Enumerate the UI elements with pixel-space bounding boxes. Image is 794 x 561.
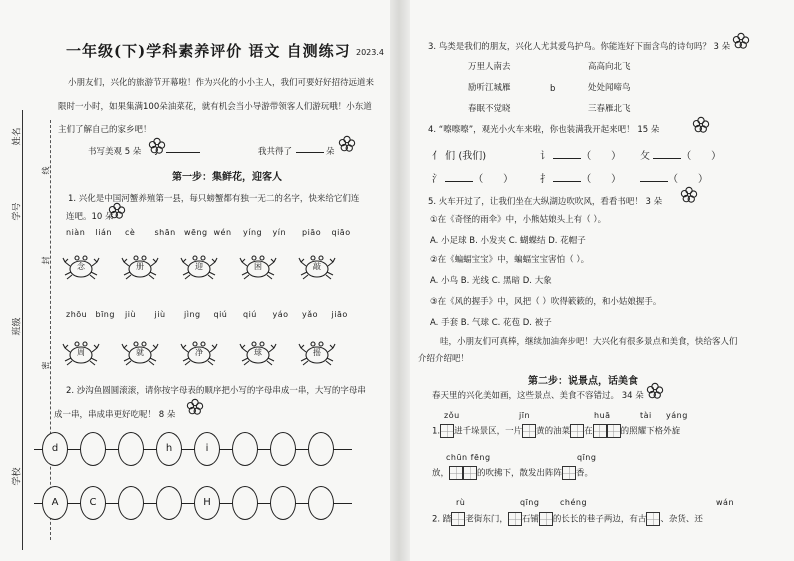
crab-icon[interactable]: [298, 252, 336, 282]
q5-item-2: ②在《蝙蝠宝宝》中，蝙蝠宝宝害怕（ ）。: [430, 255, 590, 265]
flower-icon: [732, 32, 750, 50]
writing-box[interactable]: [440, 424, 454, 438]
side-mark-seal: 封: [41, 256, 51, 265]
pinyin-option[interactable]: bīng: [95, 310, 115, 319]
pinyin-option[interactable]: niàn: [66, 228, 86, 237]
q4-radical-4: 扌 （ ）: [540, 174, 622, 185]
q4-text: 4. “嚓嚓嚓”，观光小火车来啦，你也装满我开起来吧！ 15 朵: [428, 125, 660, 135]
crab-icon[interactable]: [62, 338, 100, 368]
flower-icon: [680, 186, 698, 204]
writing-box[interactable]: [570, 424, 584, 438]
crab-icon[interactable]: [121, 338, 159, 368]
pinyin-option[interactable]: yǎo: [302, 310, 319, 319]
poem-left-2[interactable]: 励听江城雁: [468, 83, 511, 93]
crab-character: 周: [77, 348, 85, 357]
q3-text: 3. 鸟类是我们的朋友，兴化人尤其爱鸟护鸟。你能连好下面含鸟的诗句吗？ 3 朵: [428, 42, 731, 52]
crab-character: 敲: [313, 262, 321, 271]
crab-icon[interactable]: [180, 252, 218, 282]
pinyin-option[interactable]: yíng: [243, 228, 263, 237]
writing-box[interactable]: [593, 424, 607, 438]
writing-box[interactable]: [522, 424, 536, 438]
praise-line-2: 介绍介绍吧！: [418, 354, 470, 364]
flower-icon: [692, 116, 710, 134]
letter-bead[interactable]: H: [194, 486, 220, 520]
intro-line-2: 限时一小时，如果集满100朵油菜花，就有机会当小导游带领客人们游玩哦！小东道: [58, 102, 372, 112]
pinyin-option[interactable]: lián: [95, 228, 112, 237]
poem-left-1[interactable]: 万里人南去: [468, 62, 511, 72]
pinyin-option[interactable]: yín: [272, 228, 287, 237]
letter-bead[interactable]: [308, 432, 334, 466]
p1-text-line: 1. 进千垛景区，一片 黄的油菜 在 的照耀下格外旋: [432, 424, 680, 438]
q2-line-1: 2. 沙沟鱼圆圆滚滚，请你按字母表的顺序把小写的字母串成一串，大写的字母串: [66, 386, 366, 396]
p3-pinyin-3: chéng: [560, 498, 588, 507]
q1-line-2: 连吧。10 朵: [66, 212, 114, 222]
q4-radical-3: 氵 （ ）: [432, 174, 514, 185]
letter-bead[interactable]: h: [156, 432, 182, 466]
letter-bead[interactable]: [270, 486, 296, 520]
flower-icon: [338, 135, 356, 153]
step2-heading: 第二步：说景点，话美食: [528, 376, 638, 387]
intro-line-1: 小朋友们，兴化的旅游节开幕啦！作为兴化的小小主人，我们可要好好招待远道来: [68, 78, 375, 88]
p3-pinyin-4: wán: [716, 498, 735, 507]
poem-mark: b: [550, 84, 556, 94]
total-score-blank[interactable]: [296, 152, 324, 153]
writing-box[interactable]: [607, 424, 621, 438]
q4-radical-1: 讠 （ ）: [540, 151, 622, 162]
pinyin-option[interactable]: jiāo: [331, 310, 348, 319]
writing-box[interactable]: [449, 466, 463, 480]
pinyin-option[interactable]: yáo: [272, 310, 289, 319]
poem-right-1[interactable]: 高高向北飞: [588, 62, 631, 72]
q5-item-2-options[interactable]: A. 小鸟 B. 光线 C. 黑暗 D. 大象: [430, 276, 552, 286]
letter-bead[interactable]: [118, 432, 144, 466]
letter-bead[interactable]: A: [42, 486, 68, 520]
side-school-label: 学校: [12, 467, 23, 486]
crab-icon[interactable]: [121, 252, 159, 282]
intro-line-3: 主们了解自己的家乡吧！: [58, 125, 152, 135]
flower-icon: [646, 382, 664, 400]
crab-icon[interactable]: [239, 338, 277, 368]
pinyin-option[interactable]: jìng: [184, 310, 201, 319]
letter-bead[interactable]: d: [42, 432, 68, 466]
pinyin-option[interactable]: piāo: [302, 228, 322, 237]
crab-icon[interactable]: [298, 338, 336, 368]
flower-icon: [186, 398, 204, 416]
poem-left-3[interactable]: 春眠不觉晓: [468, 104, 511, 114]
p2-pinyin-1: chūn fēng: [446, 453, 491, 462]
letter-bead[interactable]: [308, 486, 334, 520]
pinyin-option[interactable]: qiú: [243, 310, 257, 319]
pinyin-option[interactable]: qiāo: [331, 228, 351, 237]
q5-text: 5. 火车开过了，让我们坐在大纵湖边吹吹风，看看书吧！ 3 朵: [428, 197, 663, 207]
writing-box[interactable]: [646, 512, 660, 526]
p2-text-line: 放， 的吹拂下，散发出阵阵 香。: [432, 466, 593, 480]
pinyin-option[interactable]: qiú: [213, 310, 228, 319]
exam-date: 2023.4: [356, 48, 384, 57]
crab-character: 净: [195, 348, 203, 357]
seal-line: [50, 120, 51, 540]
p1-pinyin-5: yáng: [666, 411, 688, 420]
side-mark-line: 线: [41, 166, 51, 175]
pinyin-option[interactable]: jiù: [125, 310, 137, 319]
p1-pinyin-3: huā: [594, 411, 611, 420]
total-got-unit: 朵: [326, 147, 335, 157]
side-number-label: 学号: [12, 202, 23, 221]
crab-character: 困: [254, 262, 262, 271]
crab-character: 念: [77, 262, 85, 271]
q5-item-1-options[interactable]: A. 小足球 B. 小发夹 C. 蝴蝶结 D. 花帽子: [430, 236, 586, 246]
writing-box[interactable]: [451, 512, 465, 526]
p1-pinyin-2: jīn: [519, 411, 531, 420]
p3-pinyin-2: qīng: [520, 498, 540, 507]
q2-line-2: 成一串，串成串更好吃呢！ 8 朵: [54, 410, 176, 420]
letter-bead[interactable]: [232, 486, 258, 520]
pinyin-option[interactable]: wén: [213, 228, 232, 237]
q4-blank-5[interactable]: （ ）: [640, 170, 708, 185]
neat-writing-label: 书写美观 5 朵: [88, 147, 142, 157]
letter-bead[interactable]: [118, 486, 144, 520]
writing-box[interactable]: [562, 466, 576, 480]
letter-bead[interactable]: [80, 432, 106, 466]
step1-heading: 第一步：集鲜花，迎客人: [172, 172, 282, 183]
q4-example: 亻 们 (我们): [432, 151, 487, 162]
q1-line-1: 1. 兴化是中国河蟹养殖第一县，每只螃蟹都有独一无二的名字，快来给它们连: [68, 194, 360, 204]
pinyin-option[interactable]: zhōu: [66, 310, 88, 319]
crab-character: 册: [136, 262, 144, 271]
pinyin-option[interactable]: jiù: [154, 310, 166, 319]
flower-icon: [108, 202, 126, 220]
pinyin-option[interactable]: shān: [154, 228, 176, 237]
writing-box[interactable]: [539, 512, 553, 526]
q5-item-3-options[interactable]: A. 手套 B. 气球 C. 花苞 D. 被子: [430, 318, 552, 328]
total-got-label: 我共得了: [258, 147, 293, 157]
q4-radical-2: 攵 （ ）: [640, 151, 722, 162]
letter-bead[interactable]: C: [80, 486, 106, 520]
crab-character: 迎: [195, 262, 203, 271]
p1-pinyin-1: zǒu: [444, 411, 460, 420]
q5-item-1: ①在《奇怪的雨伞》中，小熊姑娘头上有（ ）。: [430, 215, 607, 225]
writing-box[interactable]: [508, 512, 522, 526]
side-class-label: 班级: [12, 317, 23, 336]
page-fold: [390, 0, 410, 561]
side-mark-close: 密: [41, 361, 51, 370]
pinyin-option[interactable]: cè: [125, 228, 136, 237]
crab-character: 就: [136, 348, 144, 357]
letter-bead[interactable]: [270, 432, 296, 466]
p3-text-line: 2. 踏 老街东门， 石铺 的长长的巷子两边，有古 、杂货、还: [432, 512, 703, 526]
neat-score-blank[interactable]: [166, 152, 200, 153]
q5-item-3: ③在《风的握手》中，风把（ ）吹得簌簌的，和小姑娘握手。: [430, 297, 662, 307]
p1-pinyin-4: tài: [640, 411, 652, 420]
p2-pinyin-2: qīng: [577, 453, 597, 462]
poem-right-2[interactable]: 处处闻啼鸟: [588, 83, 631, 93]
step2-intro: 春天里的兴化美如画，这些景点、美食不容错过。 34 朵: [432, 391, 644, 401]
p3-pinyin-1: rù: [456, 498, 466, 507]
crab-icon[interactable]: [180, 338, 218, 368]
side-name-label: 姓名: [12, 127, 23, 146]
exam-title: 一年级(下)学科素养评价 语文 自测练习: [66, 42, 351, 60]
crab-character: 球: [254, 348, 262, 357]
crab-icon[interactable]: [239, 252, 277, 282]
letter-bead[interactable]: [156, 486, 182, 520]
letter-bead[interactable]: i: [194, 432, 220, 466]
writing-box[interactable]: [463, 466, 477, 480]
flower-icon: [148, 137, 166, 155]
poem-right-3[interactable]: 三春雁北飞: [588, 104, 631, 114]
letter-bead[interactable]: [232, 432, 258, 466]
praise-line-1: 哇，小朋友们可真棒，继续加油奔步吧！大兴化有很多景点和美食，快给客人们: [440, 337, 738, 347]
pinyin-option[interactable]: wēng: [184, 228, 208, 237]
crab-character: 摇: [313, 348, 321, 357]
crab-icon[interactable]: [62, 252, 100, 282]
